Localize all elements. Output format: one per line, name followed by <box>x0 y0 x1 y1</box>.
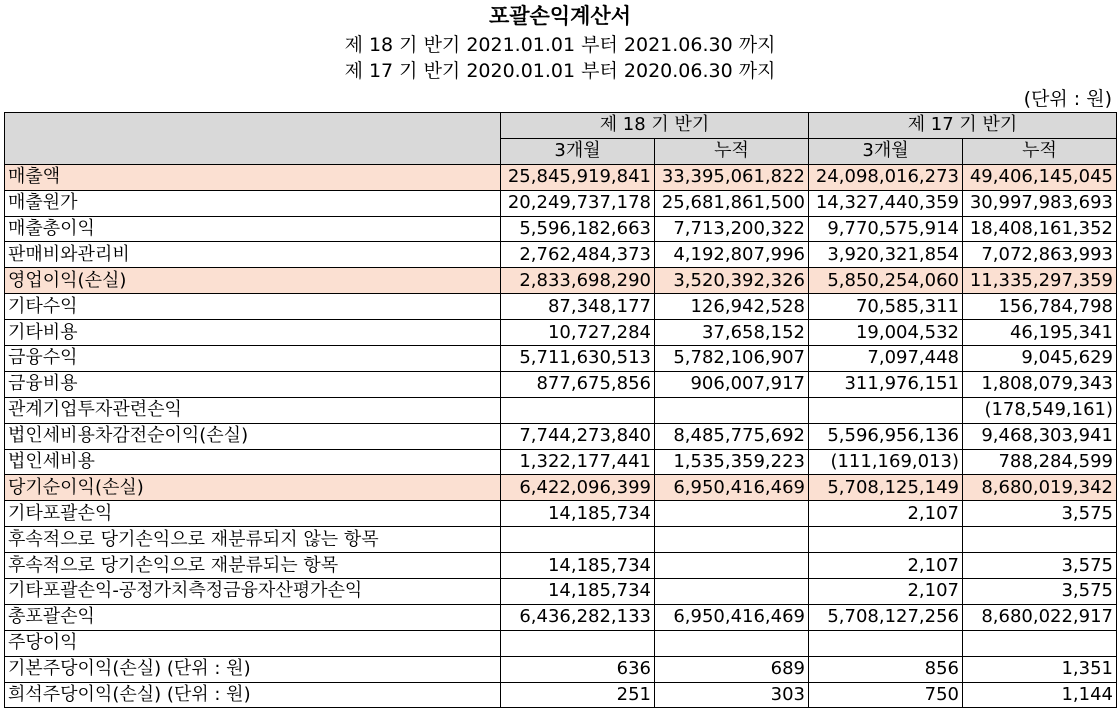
row-label: 기타포괄손익 <box>5 501 501 527</box>
cell-cum-current <box>655 501 809 527</box>
cell-cum-current: 6,950,416,469 <box>655 604 809 630</box>
cell-cum-current: 25,681,861,500 <box>655 190 809 216</box>
cell-cum-prior <box>963 527 1117 553</box>
table-row <box>5 371 1117 397</box>
cell-3m-prior: 2,107 <box>809 553 963 579</box>
row-label: 주당이익 <box>5 630 501 656</box>
cell-cum-current <box>655 397 809 423</box>
table-row <box>5 475 1117 501</box>
cell-3m-current: 14,185,734 <box>501 579 655 605</box>
cell-3m-prior: 5,596,956,136 <box>809 423 963 449</box>
cell-3m-current: 5,711,630,513 <box>501 346 655 372</box>
cell-cum-prior: (178,549,161) <box>963 397 1117 423</box>
header-group-current: 제 18 기 반기 <box>501 113 809 139</box>
header-3m-prior: 3개월 <box>809 138 963 164</box>
cell-cum-current: 33,395,061,822 <box>655 164 809 190</box>
cell-cum-prior: 7,072,863,993 <box>963 242 1117 268</box>
cell-3m-current <box>501 630 655 656</box>
row-label: 기본주당이익(손실) (단위 : 원) <box>5 656 501 682</box>
unit-note: (단위 : 원) <box>1023 88 1112 110</box>
cell-3m-prior <box>809 527 963 553</box>
cell-cum-prior: 9,045,629 <box>963 346 1117 372</box>
cell-3m-prior: 2,107 <box>809 579 963 605</box>
cell-3m-current: 6,422,096,399 <box>501 475 655 501</box>
cell-cum-prior: 49,406,145,045 <box>963 164 1117 190</box>
header-corner <box>5 113 501 165</box>
cell-cum-prior: 1,808,079,343 <box>963 371 1117 397</box>
table-row <box>5 527 1117 553</box>
cell-cum-prior: 1,144 <box>963 682 1117 708</box>
table-row <box>5 553 1117 579</box>
cell-3m-current: 1,322,177,441 <box>501 449 655 475</box>
statement-title: 포괄손익계산서 <box>488 4 631 28</box>
table-row <box>5 190 1117 216</box>
cell-cum-current: 7,713,200,322 <box>655 216 809 242</box>
table-row <box>5 397 1117 423</box>
cell-cum-prior: 3,575 <box>963 579 1117 605</box>
cell-cum-current: 4,192,807,996 <box>655 242 809 268</box>
header-row-groups <box>5 113 1117 139</box>
cell-cum-current: 1,535,359,223 <box>655 449 809 475</box>
row-label: 희석주당이익(손실) (단위 : 원) <box>5 682 501 708</box>
row-label: 금융비용 <box>5 371 501 397</box>
cell-3m-prior: 5,708,125,149 <box>809 475 963 501</box>
header-cum-current: 누적 <box>655 138 809 164</box>
cell-3m-prior: 19,004,532 <box>809 320 963 346</box>
cell-3m-prior: 7,097,448 <box>809 346 963 372</box>
cell-cum-current: 906,007,917 <box>655 371 809 397</box>
cell-cum-prior: 46,195,341 <box>963 320 1117 346</box>
cell-cum-prior: 3,575 <box>963 553 1117 579</box>
income-statement-table <box>4 112 1117 708</box>
cell-cum-prior: 18,408,161,352 <box>963 216 1117 242</box>
cell-cum-prior: 11,335,297,359 <box>963 268 1117 294</box>
cell-cum-current: 5,782,106,907 <box>655 346 809 372</box>
cell-cum-prior <box>963 630 1117 656</box>
cell-3m-prior: 856 <box>809 656 963 682</box>
table-row <box>5 630 1117 656</box>
row-label: 매출원가 <box>5 190 501 216</box>
cell-cum-current: 126,942,528 <box>655 294 809 320</box>
table-row <box>5 268 1117 294</box>
row-label: 후속적으로 당기손익으로 재분류되는 항목 <box>5 553 501 579</box>
cell-cum-prior: 1,351 <box>963 656 1117 682</box>
row-label: 총포괄손익 <box>5 604 501 630</box>
cell-3m-prior: 311,976,151 <box>809 371 963 397</box>
cell-cum-current: 8,485,775,692 <box>655 423 809 449</box>
cell-3m-prior: 5,708,127,256 <box>809 604 963 630</box>
table-row <box>5 501 1117 527</box>
row-label: 금융수익 <box>5 346 501 372</box>
row-label: 판매비와관리비 <box>5 242 501 268</box>
cell-cum-prior: 8,680,022,917 <box>963 604 1117 630</box>
table-row <box>5 423 1117 449</box>
cell-3m-current: 7,744,273,840 <box>501 423 655 449</box>
row-label: 기타수익 <box>5 294 501 320</box>
cell-cum-current: 303 <box>655 682 809 708</box>
cell-cum-current <box>655 553 809 579</box>
cell-3m-current: 877,675,856 <box>501 371 655 397</box>
cell-3m-current: 2,762,484,373 <box>501 242 655 268</box>
cell-cum-current <box>655 527 809 553</box>
table-row <box>5 449 1117 475</box>
cell-3m-current: 2,833,698,290 <box>501 268 655 294</box>
table-row <box>5 682 1117 708</box>
table-row <box>5 242 1117 268</box>
row-label: 당기순이익(손실) <box>5 475 501 501</box>
row-label: 기타비용 <box>5 320 501 346</box>
period-prior: 제 17 기 반기 2020.01.01 부터 2020.06.30 까지 <box>344 60 776 82</box>
cell-3m-prior: 2,107 <box>809 501 963 527</box>
cell-cum-prior: 8,680,019,342 <box>963 475 1117 501</box>
table-row <box>5 320 1117 346</box>
cell-cum-prior: 156,784,798 <box>963 294 1117 320</box>
row-label: 기타포괄손익-공정가치측정금융자산평가손익 <box>5 579 501 605</box>
cell-3m-current: 5,596,182,663 <box>501 216 655 242</box>
row-label: 관계기업투자관련손익 <box>5 397 501 423</box>
row-label: 법인세비용 <box>5 449 501 475</box>
row-label: 영업이익(손실) <box>5 268 501 294</box>
cell-3m-prior: 3,920,321,854 <box>809 242 963 268</box>
cell-3m-prior: 750 <box>809 682 963 708</box>
cell-3m-prior: 70,585,311 <box>809 294 963 320</box>
cell-3m-current: 25,845,919,841 <box>501 164 655 190</box>
cell-cum-current: 689 <box>655 656 809 682</box>
cell-3m-prior: 24,098,016,273 <box>809 164 963 190</box>
header-cum-prior: 누적 <box>963 138 1117 164</box>
row-label: 법인세비용차감전순이익(손실) <box>5 423 501 449</box>
row-label: 매출총이익 <box>5 216 501 242</box>
cell-cum-current: 6,950,416,469 <box>655 475 809 501</box>
cell-3m-current: 251 <box>501 682 655 708</box>
cell-cum-prior: 9,468,303,941 <box>963 423 1117 449</box>
table-row <box>5 604 1117 630</box>
cell-cum-current: 3,520,392,326 <box>655 268 809 294</box>
table-row <box>5 346 1117 372</box>
cell-cum-prior: 788,284,599 <box>963 449 1117 475</box>
cell-cum-current: 37,658,152 <box>655 320 809 346</box>
cell-3m-prior: 9,770,575,914 <box>809 216 963 242</box>
header-group-prior: 제 17 기 반기 <box>809 113 1117 139</box>
cell-3m-current: 14,185,734 <box>501 501 655 527</box>
table-row <box>5 579 1117 605</box>
cell-3m-prior <box>809 630 963 656</box>
table-row <box>5 294 1117 320</box>
cell-3m-current: 10,727,284 <box>501 320 655 346</box>
cell-cum-prior: 30,997,983,693 <box>963 190 1117 216</box>
row-label: 후속적으로 당기손익으로 재분류되지 않는 항목 <box>5 527 501 553</box>
cell-3m-current: 20,249,737,178 <box>501 190 655 216</box>
table-row <box>5 216 1117 242</box>
cell-3m-prior: 14,327,440,359 <box>809 190 963 216</box>
header-3m-current: 3개월 <box>501 138 655 164</box>
cell-cum-current <box>655 630 809 656</box>
cell-3m-current <box>501 397 655 423</box>
cell-3m-prior <box>809 397 963 423</box>
table-row <box>5 656 1117 682</box>
cell-3m-current: 6,436,282,133 <box>501 604 655 630</box>
cell-3m-prior: 5,850,254,060 <box>809 268 963 294</box>
period-current: 제 18 기 반기 2021.01.01 부터 2021.06.30 까지 <box>344 34 776 56</box>
cell-3m-current: 87,348,177 <box>501 294 655 320</box>
cell-3m-current: 14,185,734 <box>501 553 655 579</box>
cell-3m-current <box>501 527 655 553</box>
cell-3m-current: 636 <box>501 656 655 682</box>
cell-cum-prior: 3,575 <box>963 501 1117 527</box>
row-label: 매출액 <box>5 164 501 190</box>
cell-3m-prior: (111,169,013) <box>809 449 963 475</box>
cell-cum-current <box>655 579 809 605</box>
table-row <box>5 164 1117 190</box>
